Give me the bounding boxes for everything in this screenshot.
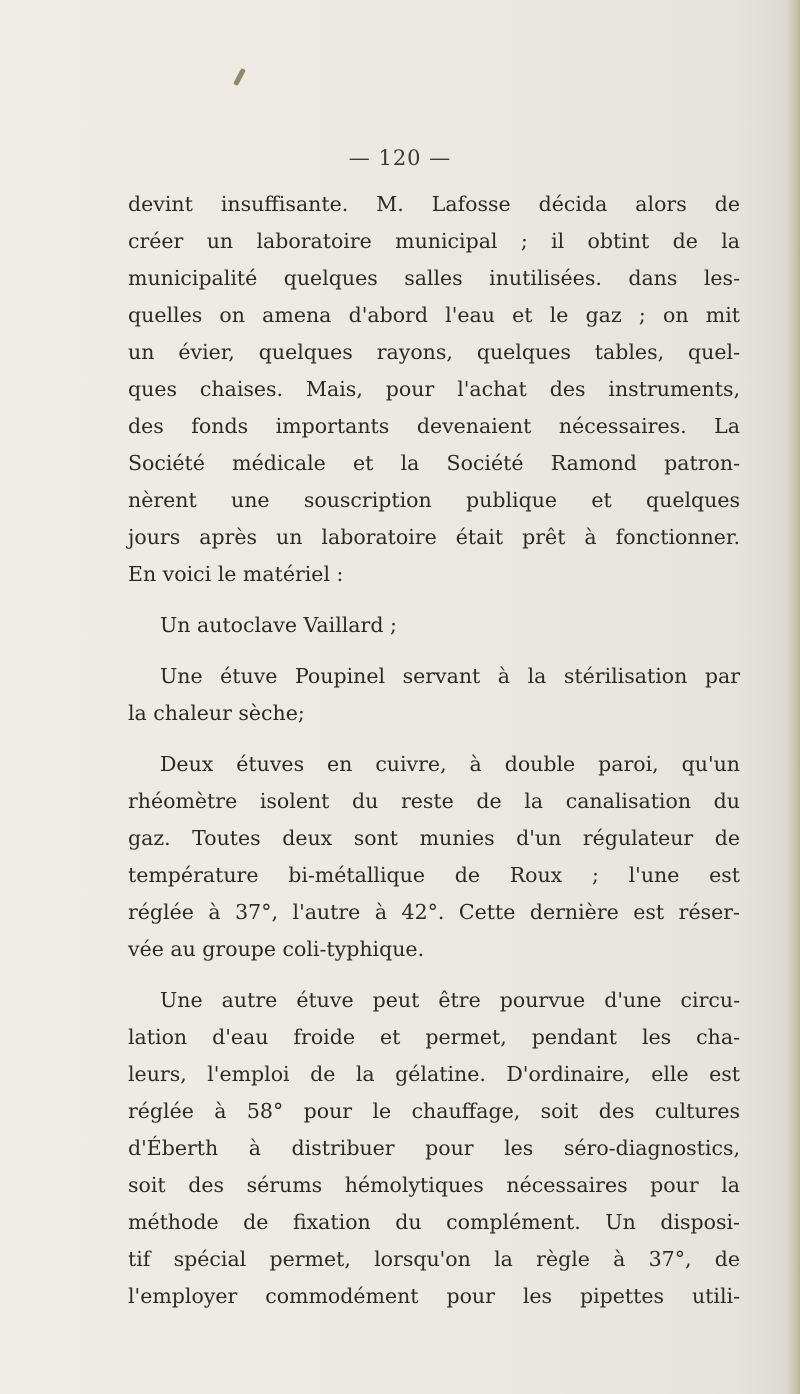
text-line: un évier, quelques rayons, quelques tables, quel- (128, 340, 740, 364)
page-number: — 120 — (348, 146, 452, 170)
text-line: créer un laboratoire municipal ; il obtint de la (128, 229, 740, 253)
text-line: soit des sérums hémolytiques nécessaires pour la (128, 1173, 740, 1197)
text-line: méthode de fixation du complément. Un disposi- (128, 1210, 740, 1234)
page-edge-shadow (786, 0, 800, 1394)
text-line: réglée à 37°, l'autre à 42°. Cette dernière est réser- (128, 900, 740, 924)
text-line: rhéomètre isolent du reste de la canalisation du (128, 789, 740, 813)
text-line: En voici le matériel : (128, 562, 344, 586)
text-line: des fonds importants devenaient nécessaires. La (128, 414, 740, 438)
text-line: leurs, l'emploi de la gélatine. D'ordinaire, elle est (128, 1062, 740, 1086)
text-line: Un autoclave Vaillard ; (160, 613, 397, 637)
text-line: lation d'eau froide et permet, pendant les cha- (128, 1025, 740, 1049)
text-line: température bi-métallique de Roux ; l'une est (128, 863, 740, 887)
text-line: Une étuve Poupinel servant à la stérilisation par (160, 664, 740, 688)
text-line: nèrent une souscription publique et quelques (128, 488, 740, 512)
body-text (128, 186, 740, 1315)
text-line: tif spécial permet, lorsqu'on la règle à 37°, de (128, 1247, 740, 1271)
text-line: d'Éberth à distribuer pour les séro-diagnostics, (128, 1136, 740, 1160)
ink-mark (233, 68, 246, 86)
text-line: la chaleur sèche; (128, 701, 305, 725)
text-line: ques chaises. Mais, pour l'achat des instruments, (128, 377, 740, 401)
text-line: municipalité quelques salles inutilisées. dans les- (128, 266, 740, 290)
text-line: quelles on amena d'abord l'eau et le gaz ; on mit (128, 303, 740, 327)
text-line: devint insuffisante. M. Lafosse décida alors de (128, 192, 740, 216)
text-line: jours après un laboratoire était prêt à fonctionner. (128, 525, 740, 549)
text-line: réglée à 58° pour le chauffage, soit des cultures (128, 1099, 740, 1123)
text-line: vée au groupe coli-typhique. (128, 937, 425, 961)
text-line: gaz. Toutes deux sont munies d'un régulateur de (128, 826, 740, 850)
text-line: Deux étuves en cuivre, à double paroi, qu'un (160, 752, 740, 776)
text-line: Une autre étuve peut être pourvue d'une circu- (160, 988, 740, 1012)
text-line: Société médicale et la Société Ramond patron- (128, 451, 740, 475)
text-line: l'employer commodément pour les pipettes utili- (128, 1284, 740, 1308)
